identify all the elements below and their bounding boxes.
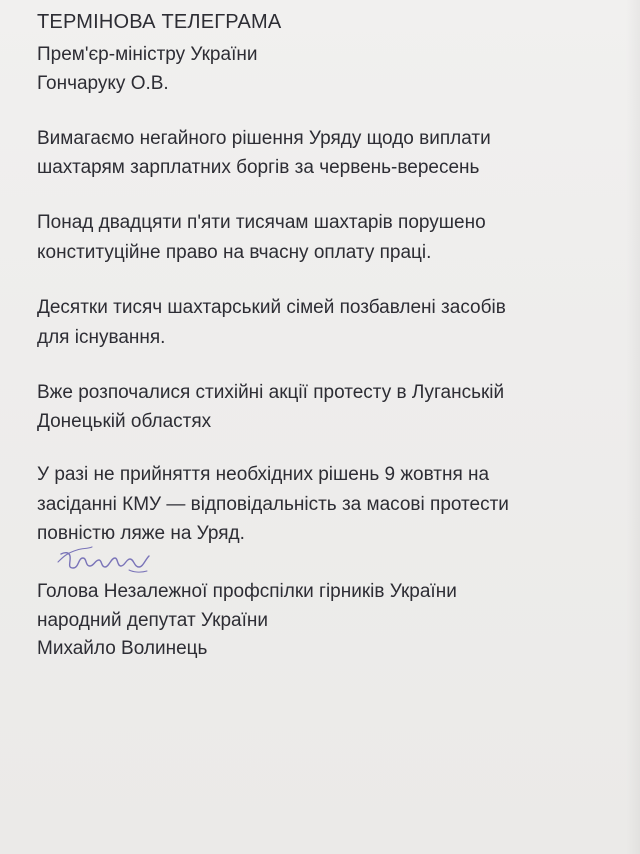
addressee-line-2: Гончаруку О.В. bbox=[37, 73, 169, 94]
handwritten-signature bbox=[55, 540, 155, 580]
paragraph-1-line-1: Вимагаємо негайного рішення Уряду щодо виплати bbox=[37, 128, 491, 149]
paragraph-5-line-2: засіданні КМУ — відповідальність за масові протести bbox=[37, 494, 509, 515]
paragraph-3-line-2: для існування. bbox=[37, 327, 166, 348]
paragraph-5-line-3: повністю ляже на Уряд. bbox=[37, 523, 245, 544]
signature-block-line-2: народний депутат України bbox=[37, 610, 268, 631]
signature-block-line-3: Михайло Волинець bbox=[37, 638, 208, 659]
paragraph-2-line-2: конституційне право на вчасну оплату праці. bbox=[37, 242, 432, 263]
paragraph-5-line-1: У разі не прийняття необхідних рішень 9 жовтня на bbox=[37, 464, 490, 485]
addressee-line-1: Прем'єр-міністру України bbox=[37, 44, 258, 65]
paragraph-4-line-2: Донецькій областях bbox=[37, 411, 212, 432]
paragraph-3-line-1: Десятки тисяч шахтарський сімей позбавлені засобів bbox=[37, 297, 506, 318]
paragraph-4-line-1: Вже розпочалися стихійні акції протесту в Луганській bbox=[37, 382, 505, 403]
telegram-title: ТЕРМІНОВА ТЕЛЕГРАМА bbox=[37, 11, 282, 33]
signature-block-line-1: Голова Незалежної профспілки гірників України bbox=[37, 581, 457, 602]
paragraph-2-line-1: Понад двадцяти п'яти тисячам шахтарів порушено bbox=[37, 212, 486, 233]
paragraph-1-line-2: шахтарям зарплатних боргів за червень-вересень bbox=[37, 157, 480, 178]
